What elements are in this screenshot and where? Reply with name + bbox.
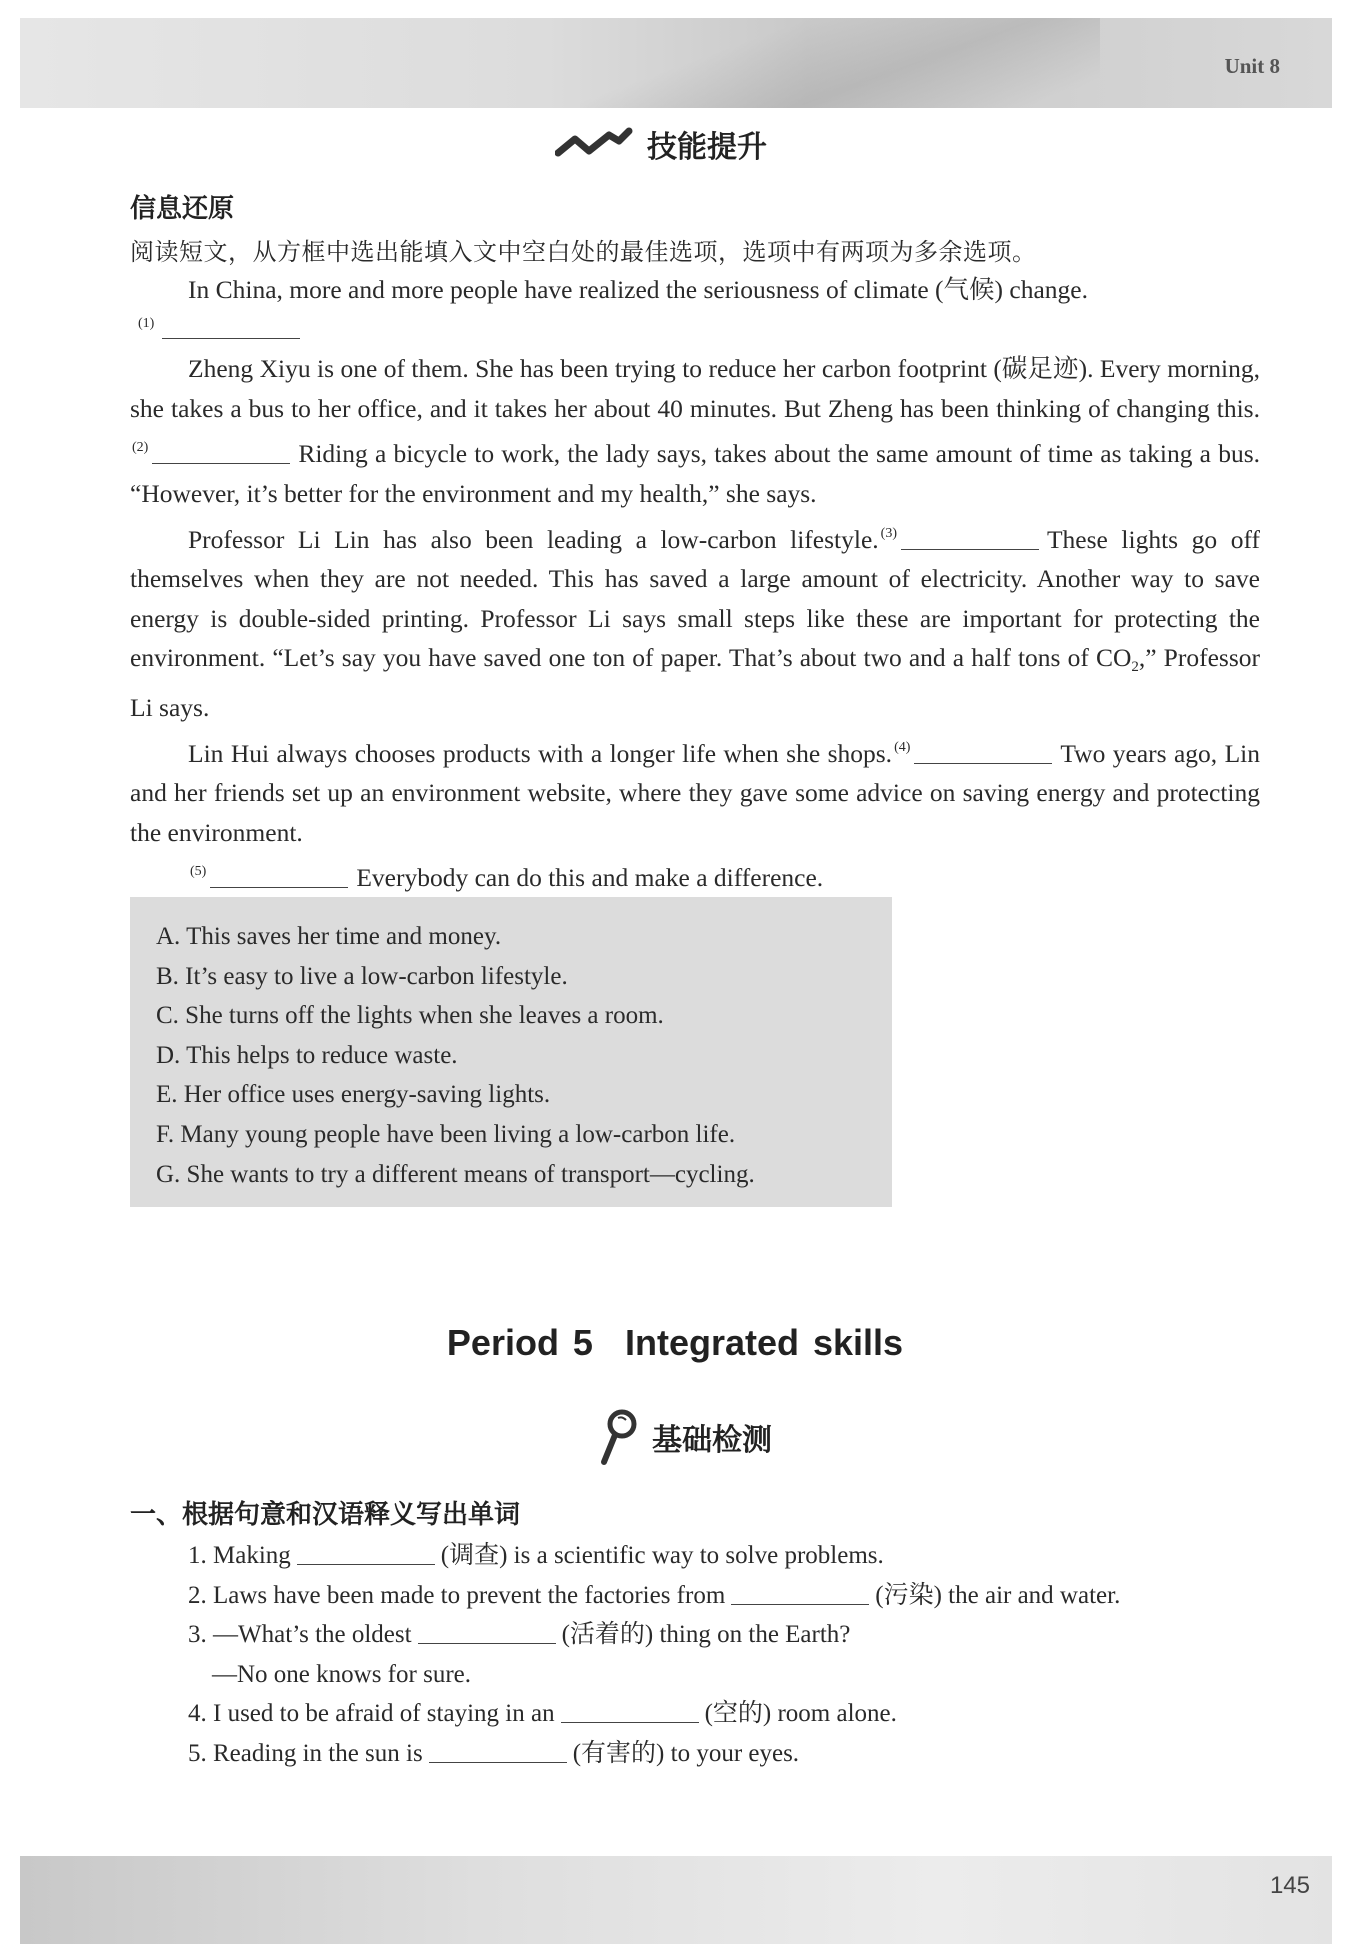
magnifier-icon bbox=[598, 1408, 638, 1466]
answer-blank-5[interactable] bbox=[210, 863, 348, 888]
option-item: D. This helps to reduce waste. bbox=[156, 1041, 458, 1069]
subsection-title: 信息还原 bbox=[130, 194, 235, 224]
question-1: 1. Making (调查) is a scientific way to solve problems. bbox=[188, 1542, 884, 1569]
option-item: C. She turns off the lights when she leaves a room. bbox=[156, 1002, 664, 1030]
blank-2-number: (2) bbox=[132, 440, 149, 456]
option-item: A. This saves her time and money. bbox=[156, 923, 502, 950]
answer-blank-4[interactable] bbox=[914, 739, 1052, 764]
blank-1-number: (1) bbox=[138, 315, 155, 331]
answer-blank-q3[interactable] bbox=[418, 1619, 556, 1644]
question-5: 5. Reading in the sun is (有害的) to your eyes. bbox=[188, 1739, 800, 1767]
question-3-answer-line: —No one knows for sure. bbox=[212, 1660, 471, 1688]
options-box bbox=[130, 897, 892, 1207]
option-item: G. She wants to try a different means of transport—cycling. bbox=[156, 1160, 755, 1188]
passage-paragraph-4: Lin Hui always chooses products with a longer life when she shops. $^{(4)}$ Two years ago, Lin and her friends set up an environment website, where they gave some advice on saving energy and protecting the environment. bbox=[130, 738, 1260, 847]
basics-title-text: 基础检测 bbox=[652, 1423, 772, 1458]
option-item: B. It’s easy to live a low-carbon lifestyle. bbox=[156, 962, 568, 990]
question-3: 3. —What’s the oldest (活着的) thing on the Earth? bbox=[188, 1621, 851, 1649]
option-item: F. Many young people have been living a low-carbon life. bbox=[156, 1120, 736, 1148]
passage-paragraph-3: Professor Li Lin has also been leading a low-carbon lifestyle. $^{(3)}$ These lights go off themselves when they are not needed. This has saved a large amount of electricity. Another way to save energy is double-sided printing. Professor Li says small steps like these are important for protecting the environment. “Let’s say you have saved one ton of paper. That’s about two and a half tons of CO2,” Professor Li says. bbox=[130, 524, 1261, 722]
answer-blank-2[interactable] bbox=[152, 439, 290, 464]
period-title bbox=[0, 1322, 1350, 1364]
answer-blank-q5[interactable] bbox=[429, 1738, 567, 1763]
option-item: E. Her office uses energy-saving lights. bbox=[156, 1081, 551, 1109]
answer-blank-q2[interactable] bbox=[731, 1580, 869, 1605]
page-number: 145 bbox=[1269, 1872, 1310, 1899]
skills-section-title bbox=[555, 122, 767, 166]
reading-passage bbox=[130, 270, 1260, 898]
question-2: 2. Laws have been made to prevent the factories from (污染) the air and water. bbox=[188, 1581, 1121, 1609]
answer-blank-1[interactable] bbox=[162, 314, 300, 339]
period-name: Integrated skills bbox=[624, 1322, 904, 1363]
instruction-text: 阅读短文，从方框中选出能填入文中空白处的最佳选项，选项中有两项为多余选项。 bbox=[130, 238, 1037, 266]
unit-label: Unit 8 bbox=[1224, 54, 1280, 78]
exercise-heading: 一、根据句意和汉语释义写出单词 bbox=[130, 1500, 521, 1530]
blank-3-number: (3) bbox=[880, 525, 897, 541]
period-label: Period 5 bbox=[446, 1322, 593, 1363]
passage-paragraph-1: In China, more and more people have realized the seriousness of climate (气候) change. bbox=[188, 275, 1088, 304]
skills-title-text: 技能提升 bbox=[647, 130, 767, 165]
blank-4-number: (4) bbox=[894, 739, 911, 755]
passage-paragraph-2: Zheng Xiyu is one of them. She has been trying to reduce her carbon footprint (碳足迹). Every morning, she takes a bus to her office, and it takes her about 40 minutes. But Zheng has been thinking of changing this.$^{(2)}$ Riding a bicycle to work, the lady says, takes about the same amount of time as taking a bus. “However, it’s better for the environment and my health,” she says. bbox=[130, 354, 1260, 508]
exercise-questions bbox=[188, 1536, 1268, 1774]
answer-blank-q4[interactable] bbox=[561, 1698, 699, 1723]
answer-blank-3[interactable] bbox=[901, 525, 1039, 550]
trend-up-icon bbox=[555, 127, 633, 161]
basics-section-title bbox=[598, 1408, 772, 1466]
passage-paragraph-5: $^{(5)}$ Everybody can do this and make a difference. bbox=[190, 863, 824, 893]
answer-blank-q1[interactable] bbox=[297, 1540, 435, 1565]
header-band bbox=[20, 18, 1332, 108]
blank-1-row bbox=[130, 310, 1260, 350]
blank-5-number: (5) bbox=[190, 864, 207, 880]
footer-band bbox=[20, 1856, 1332, 1944]
question-4: 4. I used to be afraid of staying in an (空的) room alone. bbox=[188, 1700, 897, 1728]
